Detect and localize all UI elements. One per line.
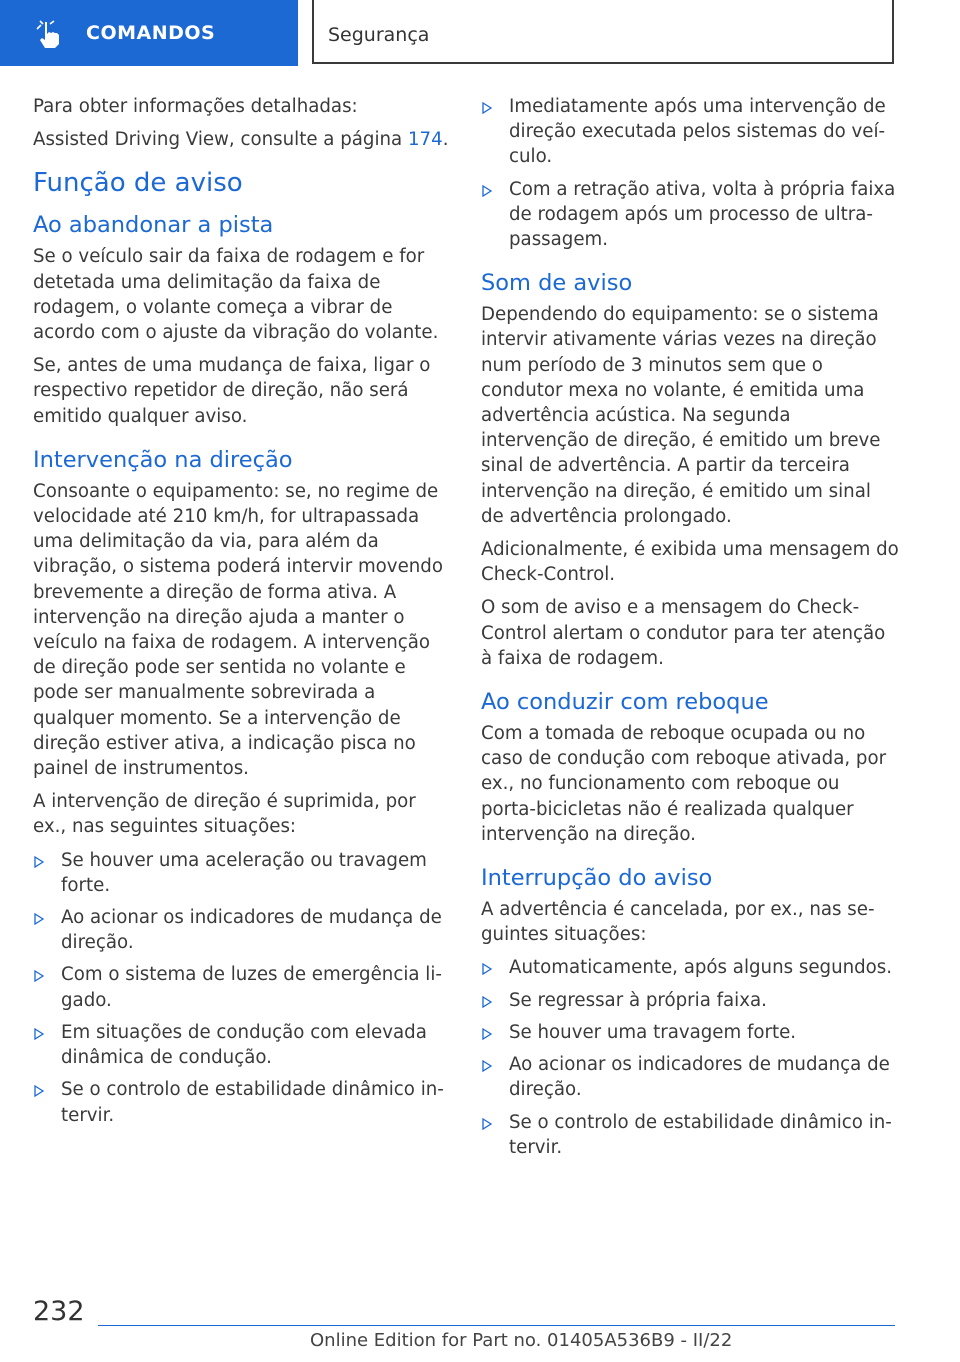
intro-reference: Assisted Driving View, consulte a página 174. (33, 129, 449, 151)
triangle-bullet-icon (34, 970, 44, 982)
right-column (481, 94, 899, 1167)
left-column (33, 94, 451, 1135)
triangle-bullet-icon (34, 856, 44, 868)
heading-intervencao-direcao: Intervenção na direção (33, 446, 293, 473)
triangle-bullet-icon (34, 1028, 44, 1040)
heading-interrupcao-aviso: Interrupção do aviso (481, 865, 713, 892)
page-number: 232 (33, 1296, 85, 1327)
bullet-list (33, 848, 451, 1128)
paragraph: O som de aviso e a mensagem do Check-Control alertam o condutor para ter atenção à faixa de rodagem. (481, 597, 886, 669)
triangle-bullet-icon (482, 102, 492, 114)
paragraph: A intervenção de direção é suprimida, por ex., nas seguintes situações: (33, 791, 416, 838)
list-item: Imediatamente após uma intervenção de direção executada pelos sistemas do veículo. (481, 94, 899, 170)
hand-pointer-icon (34, 20, 66, 50)
list-item: Em situações de condução com elevada dinâmica de condução. (33, 1020, 451, 1070)
heading-som-aviso: Som de aviso (481, 270, 633, 297)
edition-footer: Online Edition for Part no. 01405A536B9 - II/22 (310, 1330, 733, 1351)
list-item: Se regressar à própria faixa. (481, 988, 899, 1013)
triangle-bullet-icon (482, 963, 492, 975)
list-item: Ao acionar os indicadores de mudança de direção. (33, 905, 451, 955)
list-item: Com a retração ativa, volta à própria faixa de rodagem após um processo de ultrapassagem. (481, 177, 899, 253)
paragraph: Consoante o equipamento: se, no regime de velocidade até 210 km/h, for ultrapassada uma delimitação da via, para além da vibração, o sistema poderá intervir movendo brevemente a direção de forma ativa. A intervenção na direção ajuda a manter o veículo na faixa de rodagem. A intervenção de direção pode ser sentida no volante e pode ser manualmente sobrevirada a qualquer momento. Se a intervenção de direção estiver ativa, a indicação pisca no painel de instrumentos. (33, 480, 443, 780)
paragraph: Dependendo do equipamento: se o sistema intervir ativamente várias vezes na direção num período de 3 minutos sem que o condutor mexa no volante, é emitida uma advertência acústica. Na segunda intervenção de direção, é emitido um breve sinal de advertência. A partir da terceira intervenção na direção, é emitido um sinal de advertência prolongado. (481, 304, 881, 527)
bullet-list (481, 955, 899, 1159)
list-item: Se houver uma aceleração ou travagem forte. (33, 848, 451, 898)
footer-divider (98, 1325, 895, 1326)
section-header (312, 0, 894, 64)
paragraph: A advertência é cancelada, por ex., nas seguintes situações: (481, 899, 875, 946)
paragraph: Com a tomada de reboque ocupada ou no caso de condução com reboque ativada, por ex., no funcionamento com reboque ou porta-bicicletas não é realizada qualquer intervenção na direção. (481, 723, 887, 845)
list-item: Com o sistema de luzes de emergência ligado. (33, 962, 451, 1012)
triangle-bullet-icon (482, 185, 492, 197)
triangle-bullet-icon (482, 1118, 492, 1130)
triangle-bullet-icon (34, 913, 44, 925)
heading-abandonar-pista: Ao abandonar a pista (33, 212, 274, 239)
paragraph: Se, antes de uma mudança de faixa, ligar o respectivo repetidor de direção, não será emitido qualquer aviso. (33, 355, 431, 427)
page-link[interactable]: 174 (407, 129, 443, 151)
paragraph: Adicionalmente, é exibida uma mensagem do Check-Control. (481, 539, 899, 586)
heading-funcao-aviso: Função de aviso (33, 168, 243, 199)
list-item: Se o controlo de estabilidade dinâmico intervir. (481, 1110, 899, 1160)
bullet-list (481, 94, 899, 252)
paragraph: Se o veículo sair da faixa de rodagem e for detetada uma delimitação da faixa de rodagem, o volante começa a vibrar de acordo com o ajuste da vibração do volante. (33, 246, 439, 344)
triangle-bullet-icon (482, 1060, 492, 1072)
chapter-tab (0, 0, 298, 66)
triangle-bullet-icon (482, 996, 492, 1008)
triangle-bullet-icon (482, 1028, 492, 1040)
list-item: Automaticamente, após alguns segundos. (481, 955, 899, 980)
page-header (0, 0, 960, 68)
section-label: Segurança (328, 24, 430, 46)
list-item: Se houver uma travagem forte. (481, 1020, 899, 1045)
intro-text: Para obter informações detalhadas: (33, 96, 358, 117)
list-item: Ao acionar os indicadores de mudança de direção. (481, 1052, 899, 1102)
list-item: Se o controlo de estabilidade dinâmico intervir. (33, 1077, 451, 1127)
heading-conduzir-reboque: Ao conduzir com reboque (481, 689, 769, 716)
triangle-bullet-icon (34, 1085, 44, 1097)
chapter-label: COMANDOS (86, 22, 216, 44)
